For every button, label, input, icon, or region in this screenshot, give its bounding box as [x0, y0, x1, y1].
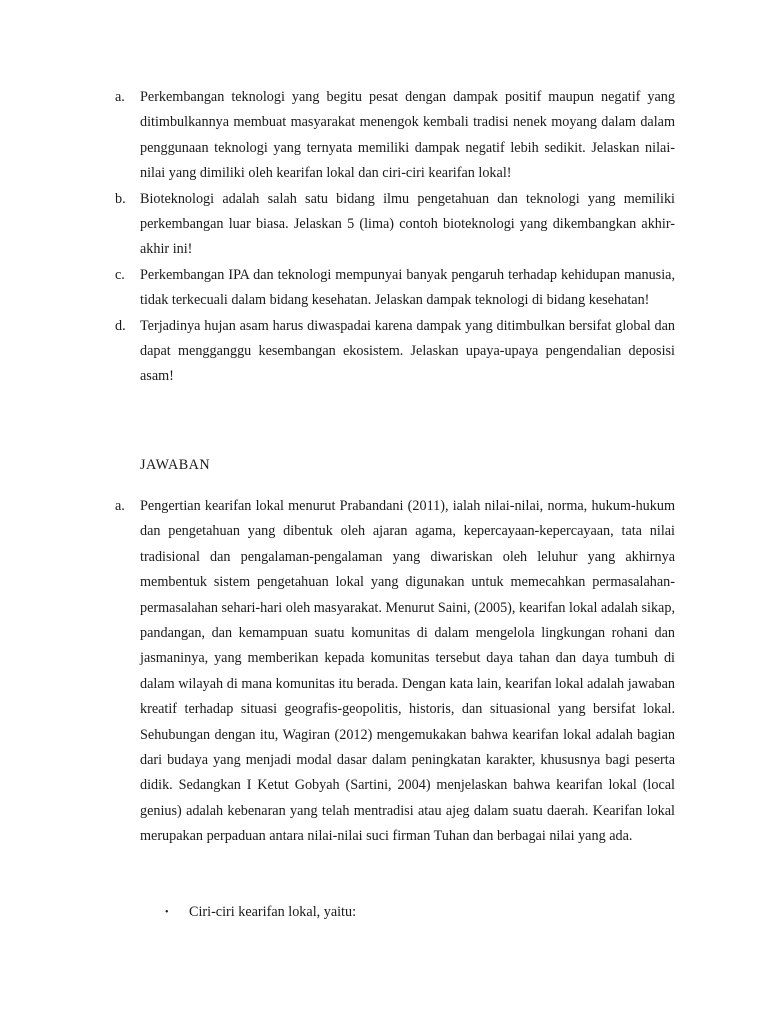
bullet-item	[165, 900, 356, 925]
question-item-a	[115, 85, 675, 187]
bullet-icon: •	[165, 907, 169, 918]
question-text: Perkembangan teknologi yang begitu pesat dengan dampak positif maupun negatif yang ditimbulkannya membuat masyarakat menengok kembali tradisi nenek moyang dalam dalam penggunaan teknologi yang ternyata memiliki dampak negatif lebih sedikit. Jelaskan nilai-nilai yang dimiliki oleh kearifan lokal dan ciri-ciri kearifan lokal!	[140, 89, 675, 182]
question-list	[115, 85, 675, 390]
question-item-d	[115, 314, 675, 390]
answer-list	[115, 494, 675, 850]
bullet-text: Ciri-ciri kearifan lokal, yaitu:	[189, 904, 357, 920]
question-item-b	[115, 187, 675, 263]
question-marker: a.	[115, 89, 125, 105]
question-marker: c.	[115, 266, 125, 283]
question-item-c	[115, 263, 675, 314]
question-marker: d.	[115, 317, 126, 334]
question-text: Bioteknologi adalah salah satu bidang ilmu pengetahuan dan teknologi yang memiliki perkembangan luar biasa. Jelaskan 5 (lima) contoh bioteknologi yang dikembangkan akhir-akhir ini!	[140, 190, 675, 258]
question-text: Terjadinya hujan asam harus diwaspadai karena dampak yang ditimbulkan bersifat global dan dapat mengganggu kesembangan ekosistem. Jelaskan upaya-upaya pengendalian deposisi asam!	[140, 317, 675, 385]
answer-marker: a.	[115, 498, 125, 514]
answer-item-a	[115, 494, 675, 850]
question-text: Perkembangan IPA dan teknologi mempunyai banyak pengaruh terhadap kehidupan manusia, tidak terkecuali dalam bidang kesehatan. Jelaskan dampak teknologi di bidang kesehatan!	[140, 266, 675, 309]
answer-text: Pengertian kearifan lokal menurut Prabandani (2011), ialah nilai-nilai, norma, hukum-hukum dan pengetahuan yang dibentuk oleh ajaran agama, kepercayaan-kepercayaan, tata nilai tradisional dan pengalaman-pengalaman yang diwariskan oleh leluhur yang akhirnya membentuk sistem pengetahuan lokal yang digunakan untuk memecahkan permasalahan-permasalahan sehari-hari oleh masyarakat. Menurut Saini, (2005), kearifan lokal adalah sikap, pandangan, dan kemampuan suatu komunitas di dalam mengelola lingkungan rohani dan jasmaninya, yang memberikan kepada komunitas tersebut daya tahan dan daya tumbuh di dalam wilayah di mana komunitas itu berada. Dengan kata lain, kearifan lokal adalah jawaban kreatif terhadap situasi geografis-geopolitis, historis, dan situasional yang bersifat lokal. Sehubungan dengan itu, Wagiran (2012) mengemukakan bahwa kearifan lokal adalah bagian dari budaya yang menjadi modal dasar dalam peningkatan karakter, khususnya bagi peserta didik. Sedangkan I Ketut Gobyah (Sartini, 2004) menjelaskan bahwa kearifan lokal (local genius) adalah kebenaran yang telah mentradisi atau ajeg dalam suatu daerah. Kearifan lokal merupakan perpaduan antara nilai-nilai suci firman Tuhan dan berbagai nilai yang ada.	[140, 498, 675, 845]
question-marker: b.	[115, 190, 126, 207]
answer-heading: JAWABAN	[140, 457, 211, 473]
